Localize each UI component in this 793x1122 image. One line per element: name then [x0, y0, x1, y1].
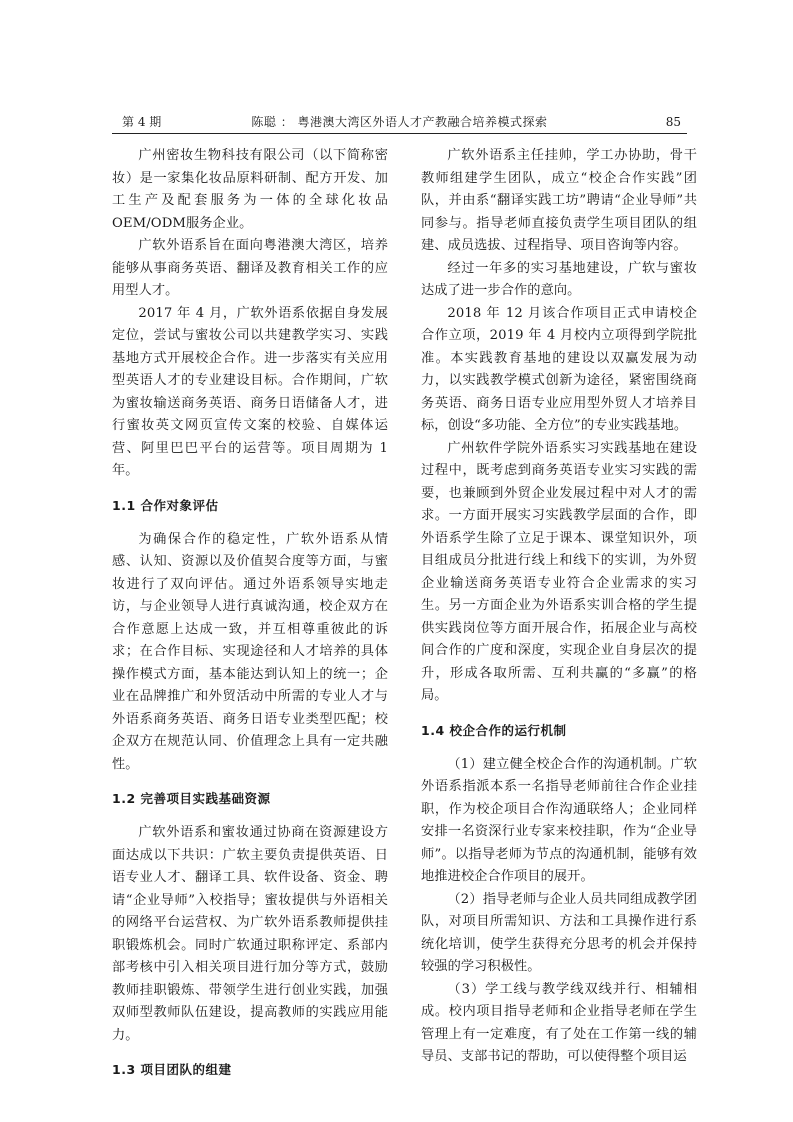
- paragraph: 广软外语系旨在面向粤港澳大湾区，培养能够从事商务英语、翻译及教育相关工作的应用型人才。: [112, 238, 388, 298]
- section-heading-1-4: 1.4 校企合作的运行机制: [421, 722, 567, 738]
- right-column: [421, 145, 697, 1069]
- header-rule: [112, 133, 687, 134]
- paragraph: 广软外语系和蜜妆通过协商在资源建设方面达成以下共识：广软主要负责提供英语、日语专业人才、翻译工具、软件设备、资金、聘请“企业导师”入校指导；蜜妆提供与外语相关的网络平台运营权、为广软外语系教师提供挂职锻炼机会。同时广软通过职称评定、系部内部考核中引入相关项目进行加分等方式，鼓励教师挂职锻炼、带领学生进行创业实践，加强双师型教师队伍建设，提高教师的实践应用能力。: [112, 825, 388, 1043]
- paragraph: 2018 年 12 月该合作项目正式申请校企合作立项，2019 年 4 月校内立项得到学院批准。本实践教育基地的建设以双赢发展为动力，以实践教学模式创新为途径，紧密围绕商务英语、商务日语专业应用型外贸人才培养目标，创设“多功能、全方位”的专业实践基地。: [421, 305, 697, 433]
- paragraph: 广州密妆生物科技有限公司（以下简称密妆）是一家集化妆品原料研制、配方开发、加工生产及配套服务为一体的全球化妆品OEM/ODM服务企业。: [112, 148, 388, 231]
- section-heading-1-3: 1.3 项目团队的组建: [112, 1062, 232, 1077]
- paragraph: 经过一年多的实习基地建设，广软与蜜妆达成了进一步合作的意向。: [421, 260, 697, 298]
- paragraph: 2017 年 4 月，广软外语系依据自身发展定位，尝试与蜜妆公司以共建教学实习、实践基地方式开展校企合作。进一步落实有关应用型英语人才的专业建设目标。合作期间，广软为蜜妆输送商务英语、商务日语储备人才，进行蜜妆英文网页宣传文案的校验、自媒体运营、阿里巴巴平台的运营等。项目周期为 1 年。: [112, 305, 388, 478]
- section-heading-1-2: 1.2 完善项目实践基础资源: [112, 791, 271, 806]
- page-number: 85: [665, 115, 681, 129]
- article-running-title: 陈聪 ： 粤港澳大湾区外语人才产教融合培养模式探索: [251, 115, 548, 129]
- paragraph: 广州软件学院外语系实习实践基地在建设过程中，既考虑到商务英语专业实习实践的需要，也兼顾到外贸企业发展过程中对人才的需求。一方面开展实习实践教学层面的合作，即外语系学生除了立足于课本、课堂知识外，项目组成员分批进行线上和线下的实训，为外贸企业输送商务英语专业符合企业需求的实习生。另一方面企业为外语系实训合格的学生提供实践岗位等方面开展合作，拓展企业与高校间合作的广度和深度，实现企业自身层次的提升，形成各取所需、互利共赢的“多赢”的格局。: [421, 440, 697, 703]
- paragraph: （1）建立健全校企合作的沟通机制。广软外语系指派本系一名指导老师前往合作企业挂职，作为校企项目合作沟通联络人；企业同样安排一名资深行业专家来校挂职，作为“企业导师”。以指导老师为节点的沟通机制，能够有效地推进校企合作项目的展开。: [421, 756, 697, 884]
- paragraph: （3）学工线与教学线双线并行、相辅相成。校内项目指导老师和企业指导老师在学生管理上有一定难度，有了处在工作第一线的辅导员、支部书记的帮助，可以使得整个项目运: [421, 981, 697, 1064]
- left-column: [112, 145, 388, 1093]
- section-heading-1-1: 1.1 合作对象评估: [112, 497, 219, 513]
- paragraph: （2）指导老师与企业人员共同组成教学团队，对项目所需知识、方法和工具操作进行系统化培训，使学生获得充分思考的机会并保持较强的学习积极性。: [421, 891, 697, 974]
- paragraph: 广软外语系主任挂帅，学工办协助，骨干教师组建学生团队，成立“校企合作实践”团队，并由系“翻译实践工坊”聘请“企业导师”共同参与。指导老师直接负责学生项目团队的组建、成员选拔、过程指导、项目咨询等内容。: [421, 148, 697, 253]
- running-head: [112, 112, 687, 132]
- paragraph: 为确保合作的稳定性，广软外语系从情感、认知、资源以及价值契合度等方面，与蜜妆进行了双向评估。通过外语系领导实地走访，与企业领导人进行真诚沟通，校企双方在合作意愿上达成一致，并互相尊重彼此的诉求；在合作目标、实现途径和人才培养的具体操作模式方面，基本能达到认知上的统一；企业在品牌推广和外贸活动中所需的专业人才与外语系商务英语、商务日语专业类型匹配；校企双方在规范认同、价值理念上具有一定共融性。: [112, 531, 388, 772]
- issue-label: 第 4 期: [122, 115, 162, 129]
